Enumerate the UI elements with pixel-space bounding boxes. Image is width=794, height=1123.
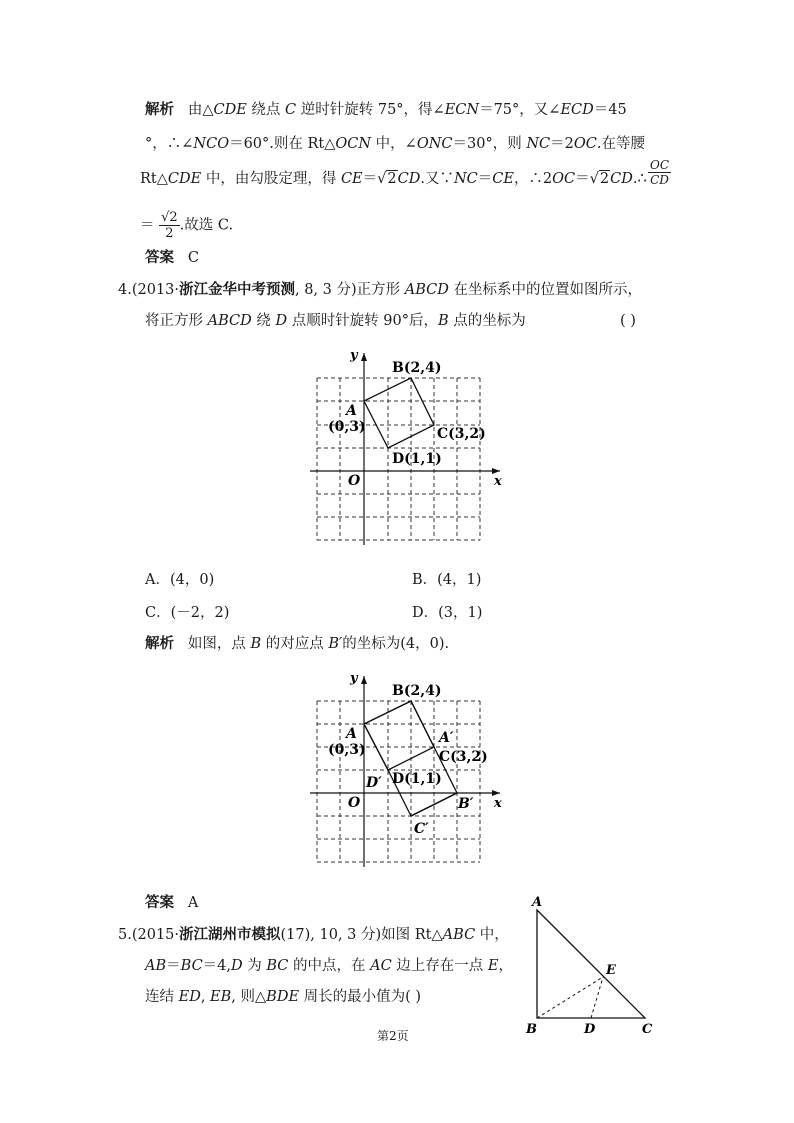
- point-a-prime-label: A′: [439, 730, 454, 746]
- point-a-label: A: [346, 726, 357, 742]
- x-axis-label: x: [494, 796, 502, 811]
- point-b-label: B: [526, 1022, 537, 1037]
- segment-ed: [591, 977, 603, 1018]
- axes: [310, 353, 500, 545]
- point-b-label: B(2,4): [392, 683, 442, 699]
- point-d-label: D(1,1): [392, 451, 442, 467]
- question4-line2: 将正方形 ABCD 绕 D 点顺时针旋转 90°后，B 点的坐标为: [145, 313, 526, 329]
- y-axis-label: y: [350, 348, 358, 363]
- question4-solution: 解析 如图，点 B 的对应点 B′的坐标为(4，0).: [145, 635, 450, 652]
- triangle-abc: [537, 910, 645, 1018]
- square-abcd: [364, 701, 434, 770]
- y-arrow: [361, 676, 367, 684]
- option-d: D．(3，1): [412, 605, 483, 621]
- point-b-label: B(2,4): [392, 360, 442, 376]
- point-c-label: C: [642, 1022, 653, 1037]
- origin-label: O: [348, 795, 361, 811]
- triangle-figure: [520, 890, 660, 1038]
- solution3-line3: Rt△CDE 中，由勾股定理，得 CE＝√2CD.又∵NC＝CE，∴2OC＝√2CD.∴: [140, 171, 647, 187]
- point-a-coord: (0,3): [328, 419, 366, 435]
- fraction-oc-cd: $\frac{OC}{CD}$: [650, 158, 670, 187]
- coordinate-figure-1: [300, 345, 510, 550]
- question5-line2: AB＝BC＝4,D 为 BC 的中点，在 AC 边上存在一点 E，: [145, 958, 514, 974]
- point-d-prime-label: D′: [366, 775, 382, 791]
- sqrt-sign: √: [589, 171, 599, 187]
- solution3-answer: 答案 C: [145, 249, 199, 266]
- option-a: A．(4，0): [145, 572, 215, 588]
- question4-line1: 4.(2013·浙江金华中考预测, 8, 3 分)正方形 ABCD 在坐标系中的位置如图所示，: [118, 281, 643, 298]
- page-number: 第2页: [377, 1029, 409, 1043]
- point-a-label: A: [532, 895, 543, 910]
- point-d-label: D(1,1): [392, 771, 442, 787]
- solution-label: 解析: [145, 101, 174, 118]
- solution3-line2: °，∴∠NCO＝60°.则在 Rt△OCN 中，∠ONC＝30°，则 NC＝2OC.在等腰: [145, 136, 645, 152]
- fraction-sqrt2-2: $\frac{√2}{2}$: [161, 210, 178, 241]
- x-axis-label: x: [494, 474, 502, 489]
- question5-line1: 5.(2015·浙江湖州市模拟(17), 10, 3 分)如图 Rt△ABC 中，: [118, 926, 509, 943]
- point-c-label: C(3,2): [437, 426, 486, 442]
- option-c: C．(－2，2): [145, 605, 230, 621]
- sqrt-sign: √: [377, 171, 387, 187]
- question4-answer: 答案 A: [145, 894, 199, 911]
- solution3-line1: 解析 由△CDE 绕点 C 逆时针旋转 75°，得∠ECN＝75°，又∠ECD＝45: [145, 101, 627, 118]
- y-arrow: [361, 353, 367, 361]
- point-c-prime-label: C′: [414, 821, 429, 837]
- square-abcd: [364, 378, 434, 448]
- point-b-prime-label: B′: [458, 796, 474, 812]
- question5-line3: 连结 ED, EB, 则△BDE 周长的最小值为( ): [145, 989, 422, 1005]
- answer-paren: ( ): [620, 313, 636, 329]
- point-d-label: D: [584, 1022, 596, 1037]
- y-axis-label: y: [350, 671, 358, 686]
- coordinate-figure-2: [300, 670, 510, 870]
- option-b: B．(4，1): [412, 572, 482, 588]
- point-c-label: C(3,2): [439, 749, 488, 765]
- solution3-line4: ＝ $\frac{√2}{2}$ .故选 C.: [140, 210, 234, 241]
- point-a-label: A: [346, 403, 357, 419]
- point-a-coord: (0,3): [328, 742, 366, 758]
- origin-label: O: [348, 473, 361, 489]
- point-e-label: E: [606, 963, 616, 978]
